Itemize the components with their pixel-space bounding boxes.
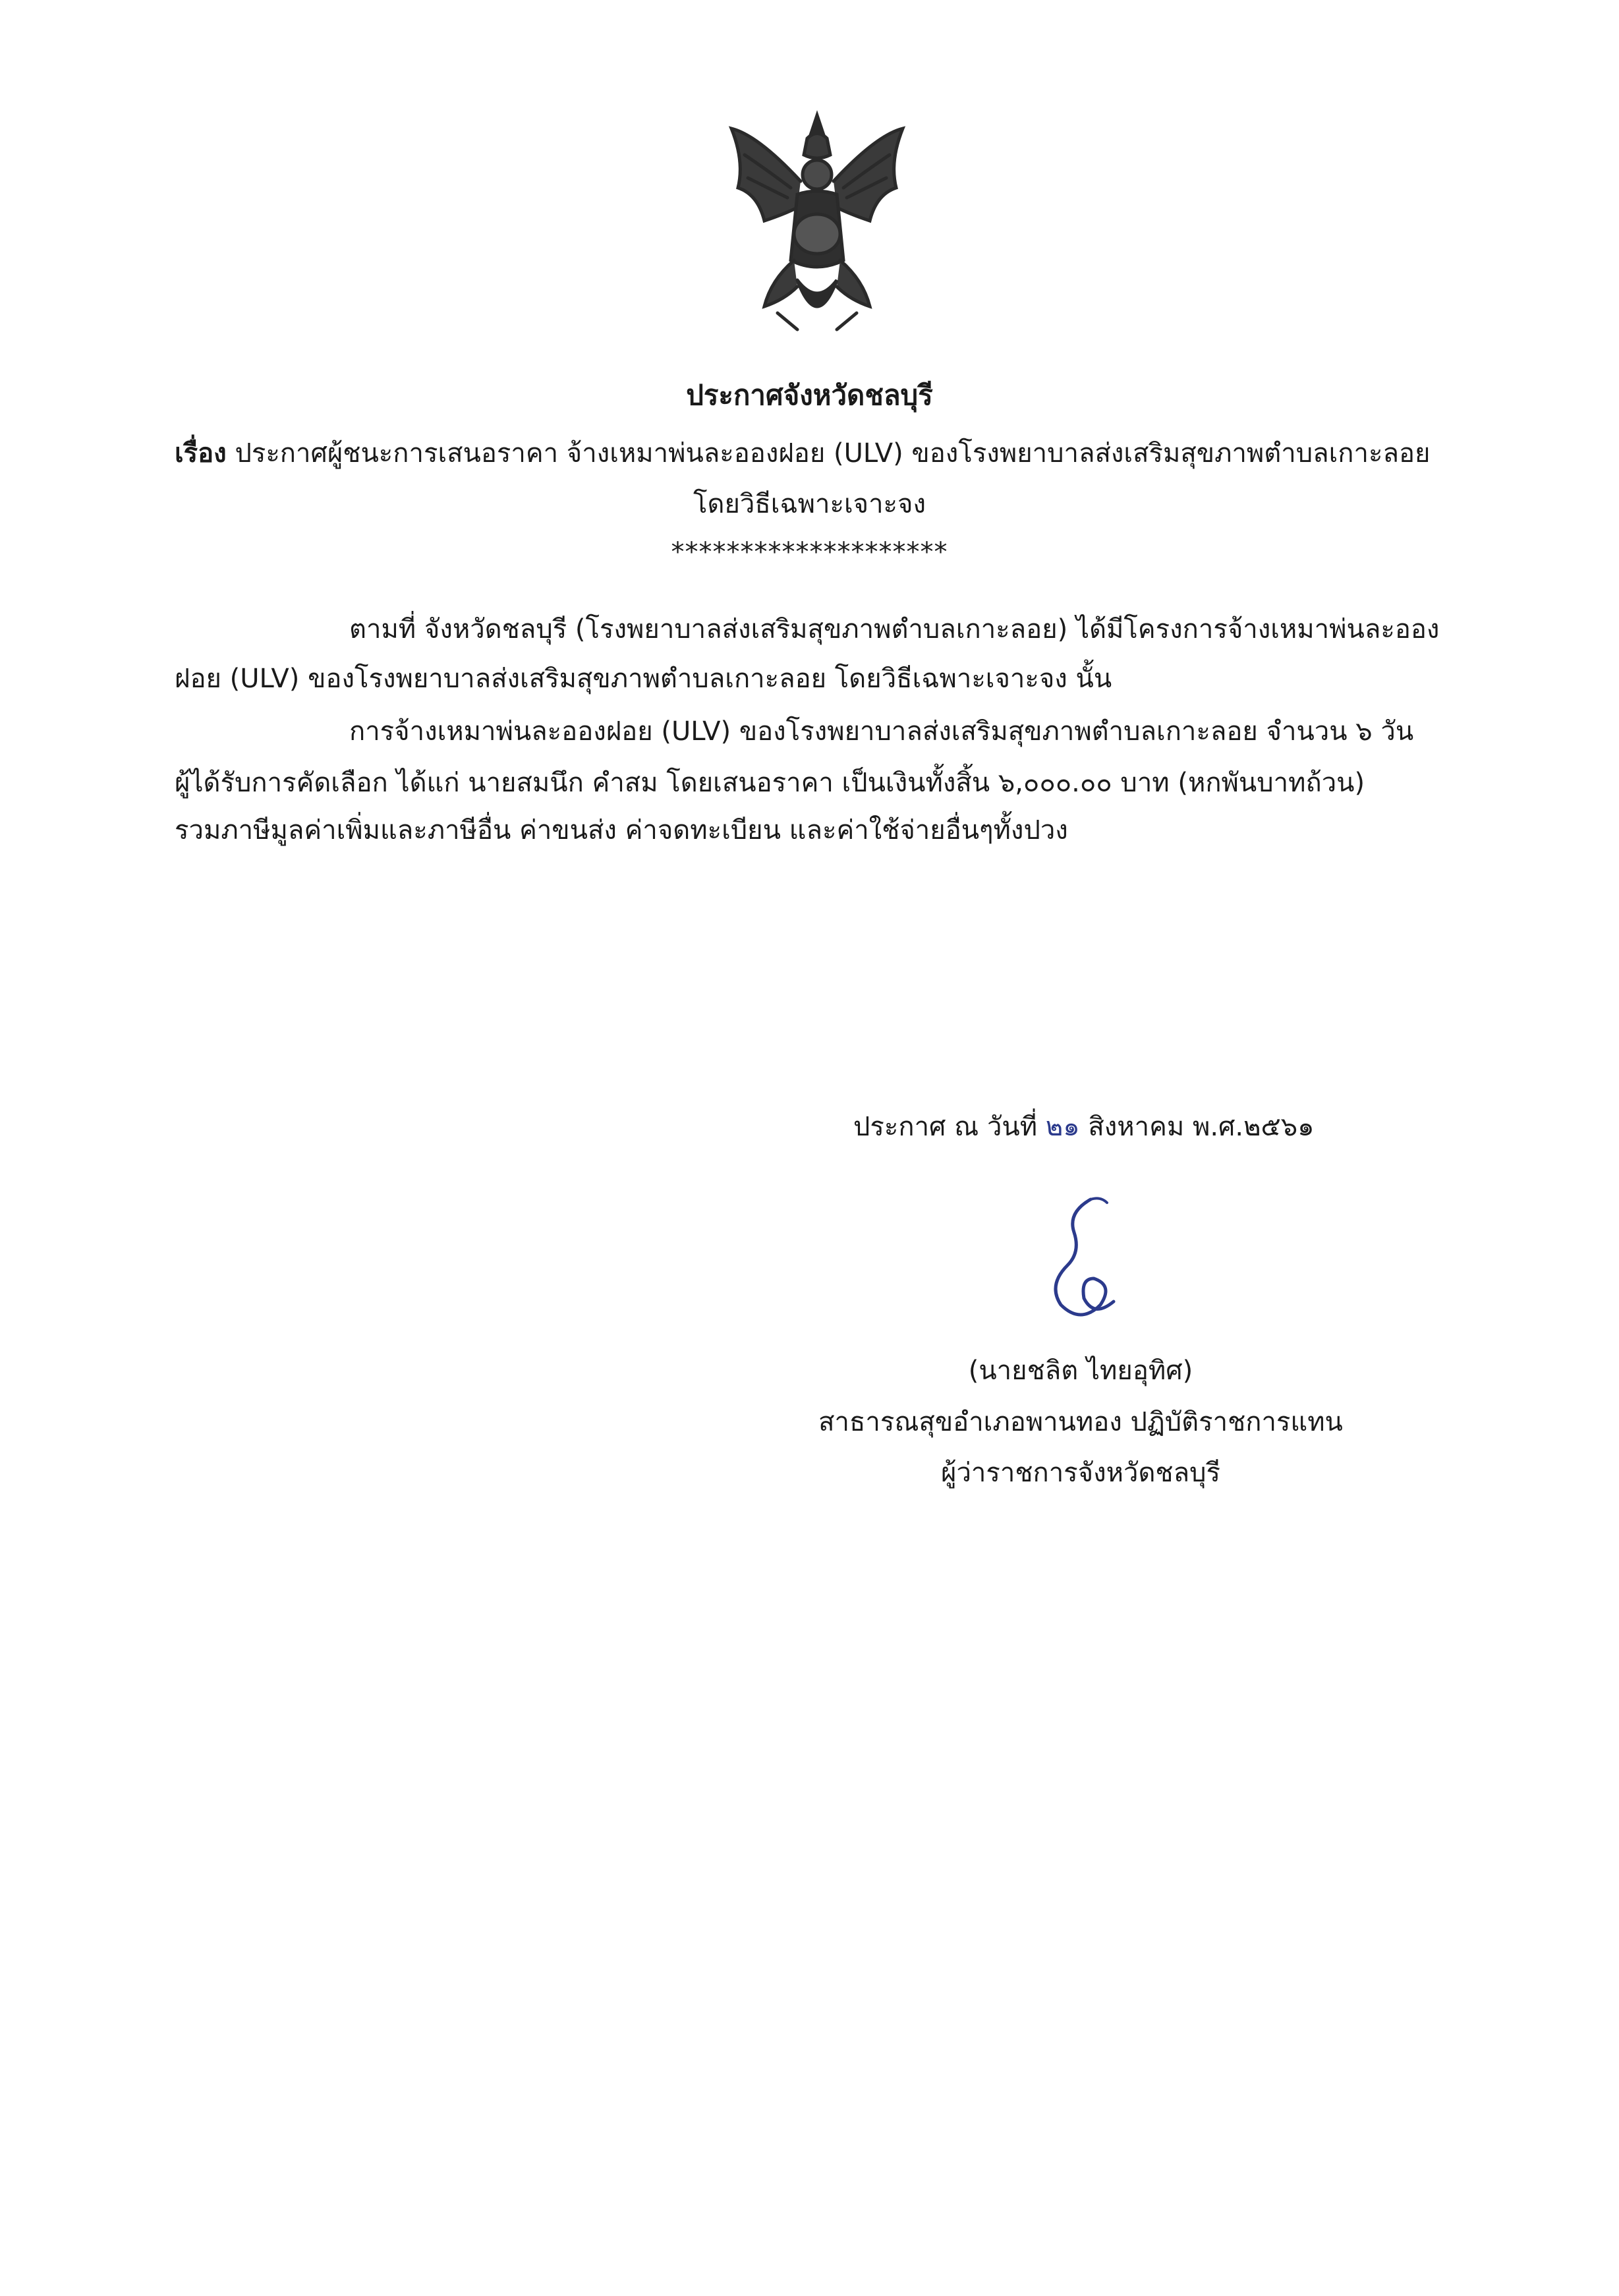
signer-position-2: ผู้ว่าราชการจังหวัดชลบุรี [941, 1458, 1220, 1488]
subject-text: ประกาศผู้ชนะการเสนอราคา จ้างเหมาพ่นละอองฝอย (ULV) ของโรงพยาบาลส่งเสริมสุขภาพตำบลเกาะลอย [235, 438, 1431, 469]
garuda-emblem-icon [718, 109, 916, 339]
signer-position: สาธารณสุขอำเภอพานทอง ปฏิบัติราชการแทน [818, 1407, 1343, 1437]
document-title: ประกาศจังหวัดชลบุรี [686, 379, 933, 411]
paragraph-1-line-2: ฝอย (ULV) ของโรงพยาบาลส่งเสริมสุขภาพตำบลเกาะลอย โดยวิธีเฉพาะเจาะจง นั้น [175, 664, 1112, 694]
paragraph-2-line-3: รวมภาษีมูลค่าเพิ่มและภาษีอื่น ค่าขนส่ง ค่าจดทะเบียน และค่าใช้จ่ายอื่นๆทั้งปวง [175, 815, 1068, 846]
signer-name: (นายชลิต ไทยอุทิศ) [968, 1356, 1193, 1386]
subject-line [175, 434, 1430, 473]
paragraph-1-line-1: ตามที่ จังหวัดชลบุรี (โรงพยาบาลส่งเสริมสุขภาพตำบลเกาะลอย) ได้มีโครงการจ้างเหมาพ่นละออง [349, 614, 1440, 645]
separator: ******************** [671, 537, 948, 567]
date-day: ๒๑ [1045, 1112, 1080, 1142]
paragraph-2-line-2: ผู้ได้รับการคัดเลือก ได้แก่ นายสมนึก คำสม โดยเสนอราคา เป็นเงินทั้งสิ้น ๖,๐๐๐.๐๐ บาท (หกพันบาทถ้วน) [175, 768, 1365, 798]
date-prefix: ประกาศ ณ วันที่ [853, 1112, 1038, 1142]
subject-line-2: โดยวิธีเฉพาะเจาะจง [693, 489, 926, 519]
subject-label: เรื่อง [175, 438, 227, 469]
announcement-date [853, 1107, 1315, 1147]
handwritten-signature-icon [1028, 1186, 1147, 1338]
paragraph-2-line-1: การจ้างเหมาพ่นละอองฝอย (ULV) ของโรงพยาบาลส่งเสริมสุขภาพตำบลเกาะลอย จำนวน ๖ วัน [349, 716, 1414, 747]
date-suffix: สิงหาคม พ.ศ.๒๕๖๑ [1088, 1112, 1315, 1142]
